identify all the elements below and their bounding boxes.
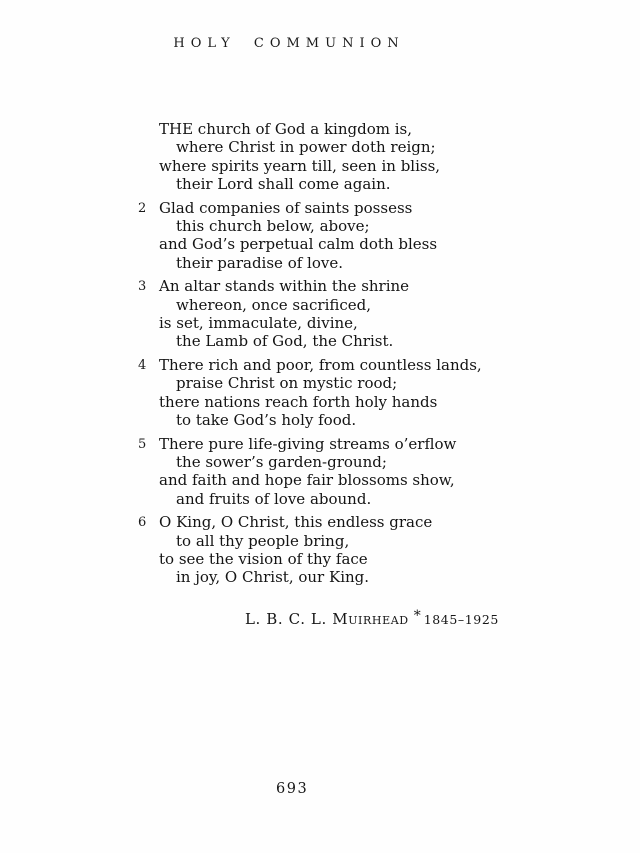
verse-line: the sower’s garden-ground; <box>176 452 387 471</box>
verse-number: 4 <box>138 357 147 373</box>
attribution-author: L. B. C. L. Muirhead <box>245 610 409 628</box>
verse <box>138 356 498 430</box>
verse-line: whereon, once sacrificed, <box>176 295 372 314</box>
verse-line: their Lord shall come again. <box>176 175 391 194</box>
hymn-text <box>138 120 498 592</box>
verse-line: where spirits yearn till, seen in bliss, <box>159 156 441 175</box>
verse-line: their paradise of love. <box>176 253 343 272</box>
attribution-asterisk: * <box>413 608 421 624</box>
verse-line: to see the vision of thy face <box>159 549 368 568</box>
attribution <box>245 608 499 628</box>
verse-line: An altar stands within the shrine <box>159 277 410 296</box>
verse-number: 6 <box>138 515 147 531</box>
verse-number: 5 <box>138 436 147 452</box>
verse-lines <box>159 435 498 509</box>
verse-line: there nations reach forth holy hands <box>159 392 438 411</box>
verse-lines <box>159 120 498 194</box>
verse-line: to all thy people bring, <box>176 531 350 550</box>
verse <box>138 277 498 351</box>
verse-line: and God’s perpetual calm doth bless <box>159 235 438 254</box>
verse-line: There pure life-giving streams o’erflow <box>159 434 457 453</box>
verse-line: THE church of God a kingdom is, <box>159 120 413 138</box>
verse <box>138 435 498 509</box>
verse-number: 3 <box>138 279 147 295</box>
verse-number: 2 <box>138 200 147 216</box>
hymn-verses <box>138 120 498 587</box>
verse-line: praise Christ on mystic rood; <box>176 374 398 393</box>
verse-line: and fruits of love abound. <box>176 489 372 508</box>
verse-number <box>138 120 159 121</box>
verse-line: Glad companies of saints possess <box>159 198 413 217</box>
attribution-dates: 1845–1925 <box>423 612 499 627</box>
verse <box>138 120 498 194</box>
verse <box>138 513 498 587</box>
verse-line: this church below, above; <box>176 217 370 236</box>
verse-lines <box>159 513 498 587</box>
verse-line: is set, immaculate, divine, <box>159 314 358 333</box>
running-header: HOLY COMMUNION <box>173 36 405 51</box>
verse-lines <box>159 199 498 273</box>
verse-line: O King, O Christ, this endless grace <box>159 513 433 532</box>
verse-line: in joy, O Christ, our King. <box>176 568 370 587</box>
verse-lines <box>159 356 498 430</box>
verse-line: and faith and hope fair blossoms show, <box>159 471 455 490</box>
verse-line: to take God’s holy food. <box>176 411 357 430</box>
verse-line: There rich and poor, from countless lands, <box>159 355 482 374</box>
page-number: 693 <box>276 781 309 797</box>
verse <box>138 199 498 273</box>
verse-lines <box>159 277 498 351</box>
verse-line: the Lamb of God, the Christ. <box>176 332 394 351</box>
verse-line: where Christ in power doth reign; <box>176 138 436 157</box>
